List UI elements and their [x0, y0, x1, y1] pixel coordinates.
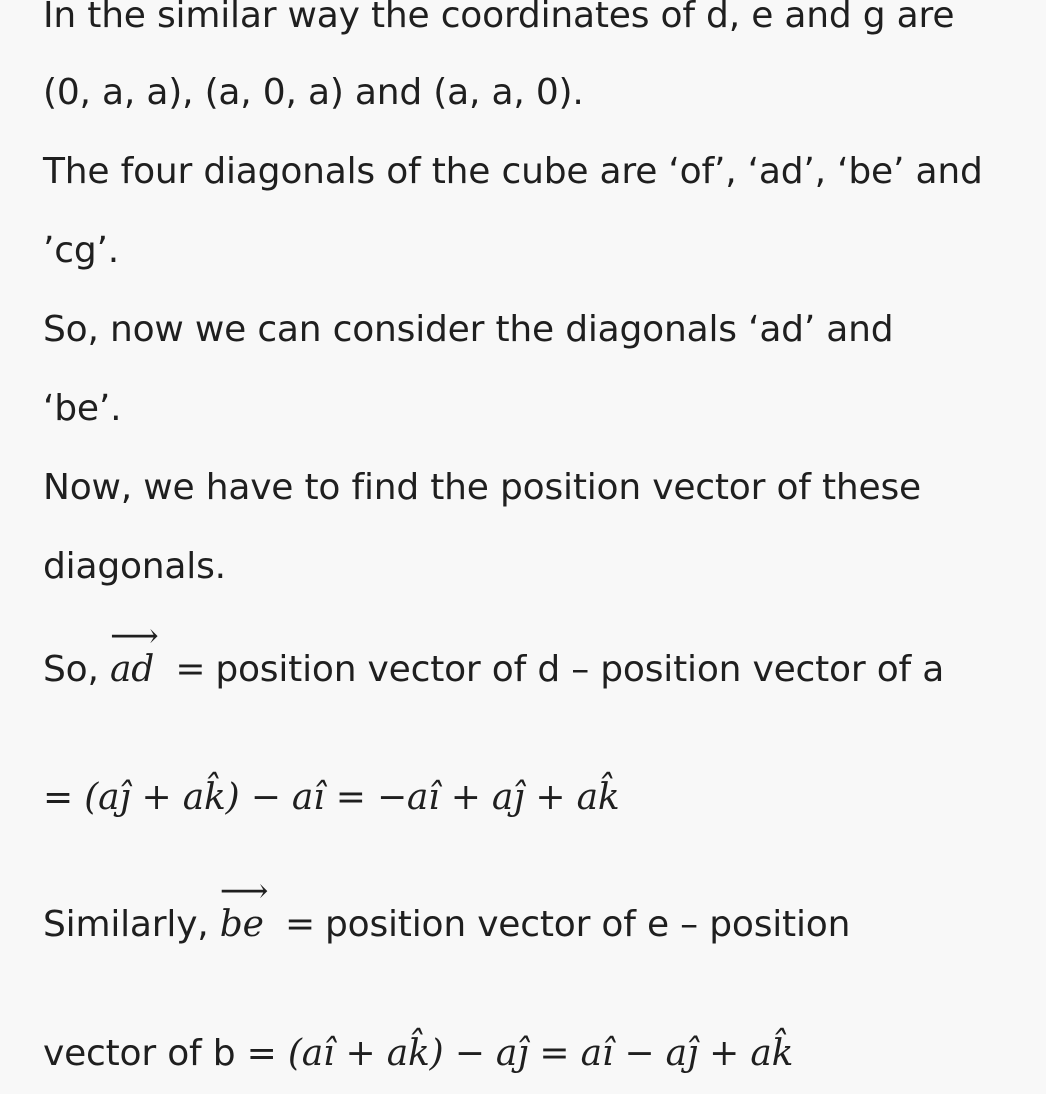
text-line-4: ’cg’.	[43, 230, 119, 271]
equation-ad-text: position vector of d – position vector of a	[215, 649, 945, 690]
equation-ad-result-prefix: =	[43, 777, 73, 818]
text-line-7: Now, we have to find the position vector of these	[43, 467, 921, 508]
equation-be-expression: (aî + ak̂) − aĵ = aî − aĵ + ak̂	[287, 1033, 794, 1074]
equation-ad	[43, 648, 944, 692]
equation-be-result	[43, 1032, 793, 1076]
vector-be: ⟶ be	[220, 903, 264, 947]
text-line-2: (0, a, a), (a, 0, a) and (a, a, 0).	[43, 72, 584, 113]
vector-ad: ⟶ ad	[110, 648, 154, 692]
equals-sign: =	[175, 649, 206, 690]
text-line-6: ‘be’.	[43, 388, 122, 429]
equation-be-prefix: Similarly,	[43, 904, 209, 945]
equation-ad-expression: (aĵ + ak̂) − aî = −aî + aĵ + ak̂	[84, 777, 620, 818]
equals-sign: =	[285, 904, 315, 945]
text-line-8: diagonals.	[43, 546, 226, 587]
equation-be-text: position vector of e – position	[324, 904, 851, 945]
text-line-1: In the similar way the coordinates of d, e and g are	[43, 0, 955, 36]
text-line-5: So, now we can consider the diagonals ‘ad’ and	[43, 309, 894, 350]
equation-be	[43, 903, 850, 947]
text-line-3: The four diagonals of the cube are ‘of’, ‘ad’, ‘be’ and	[43, 151, 983, 192]
equation-be-result-prefix: vector of b =	[43, 1033, 277, 1074]
equation-ad-prefix: So,	[43, 649, 99, 690]
equation-ad-result	[43, 776, 620, 820]
